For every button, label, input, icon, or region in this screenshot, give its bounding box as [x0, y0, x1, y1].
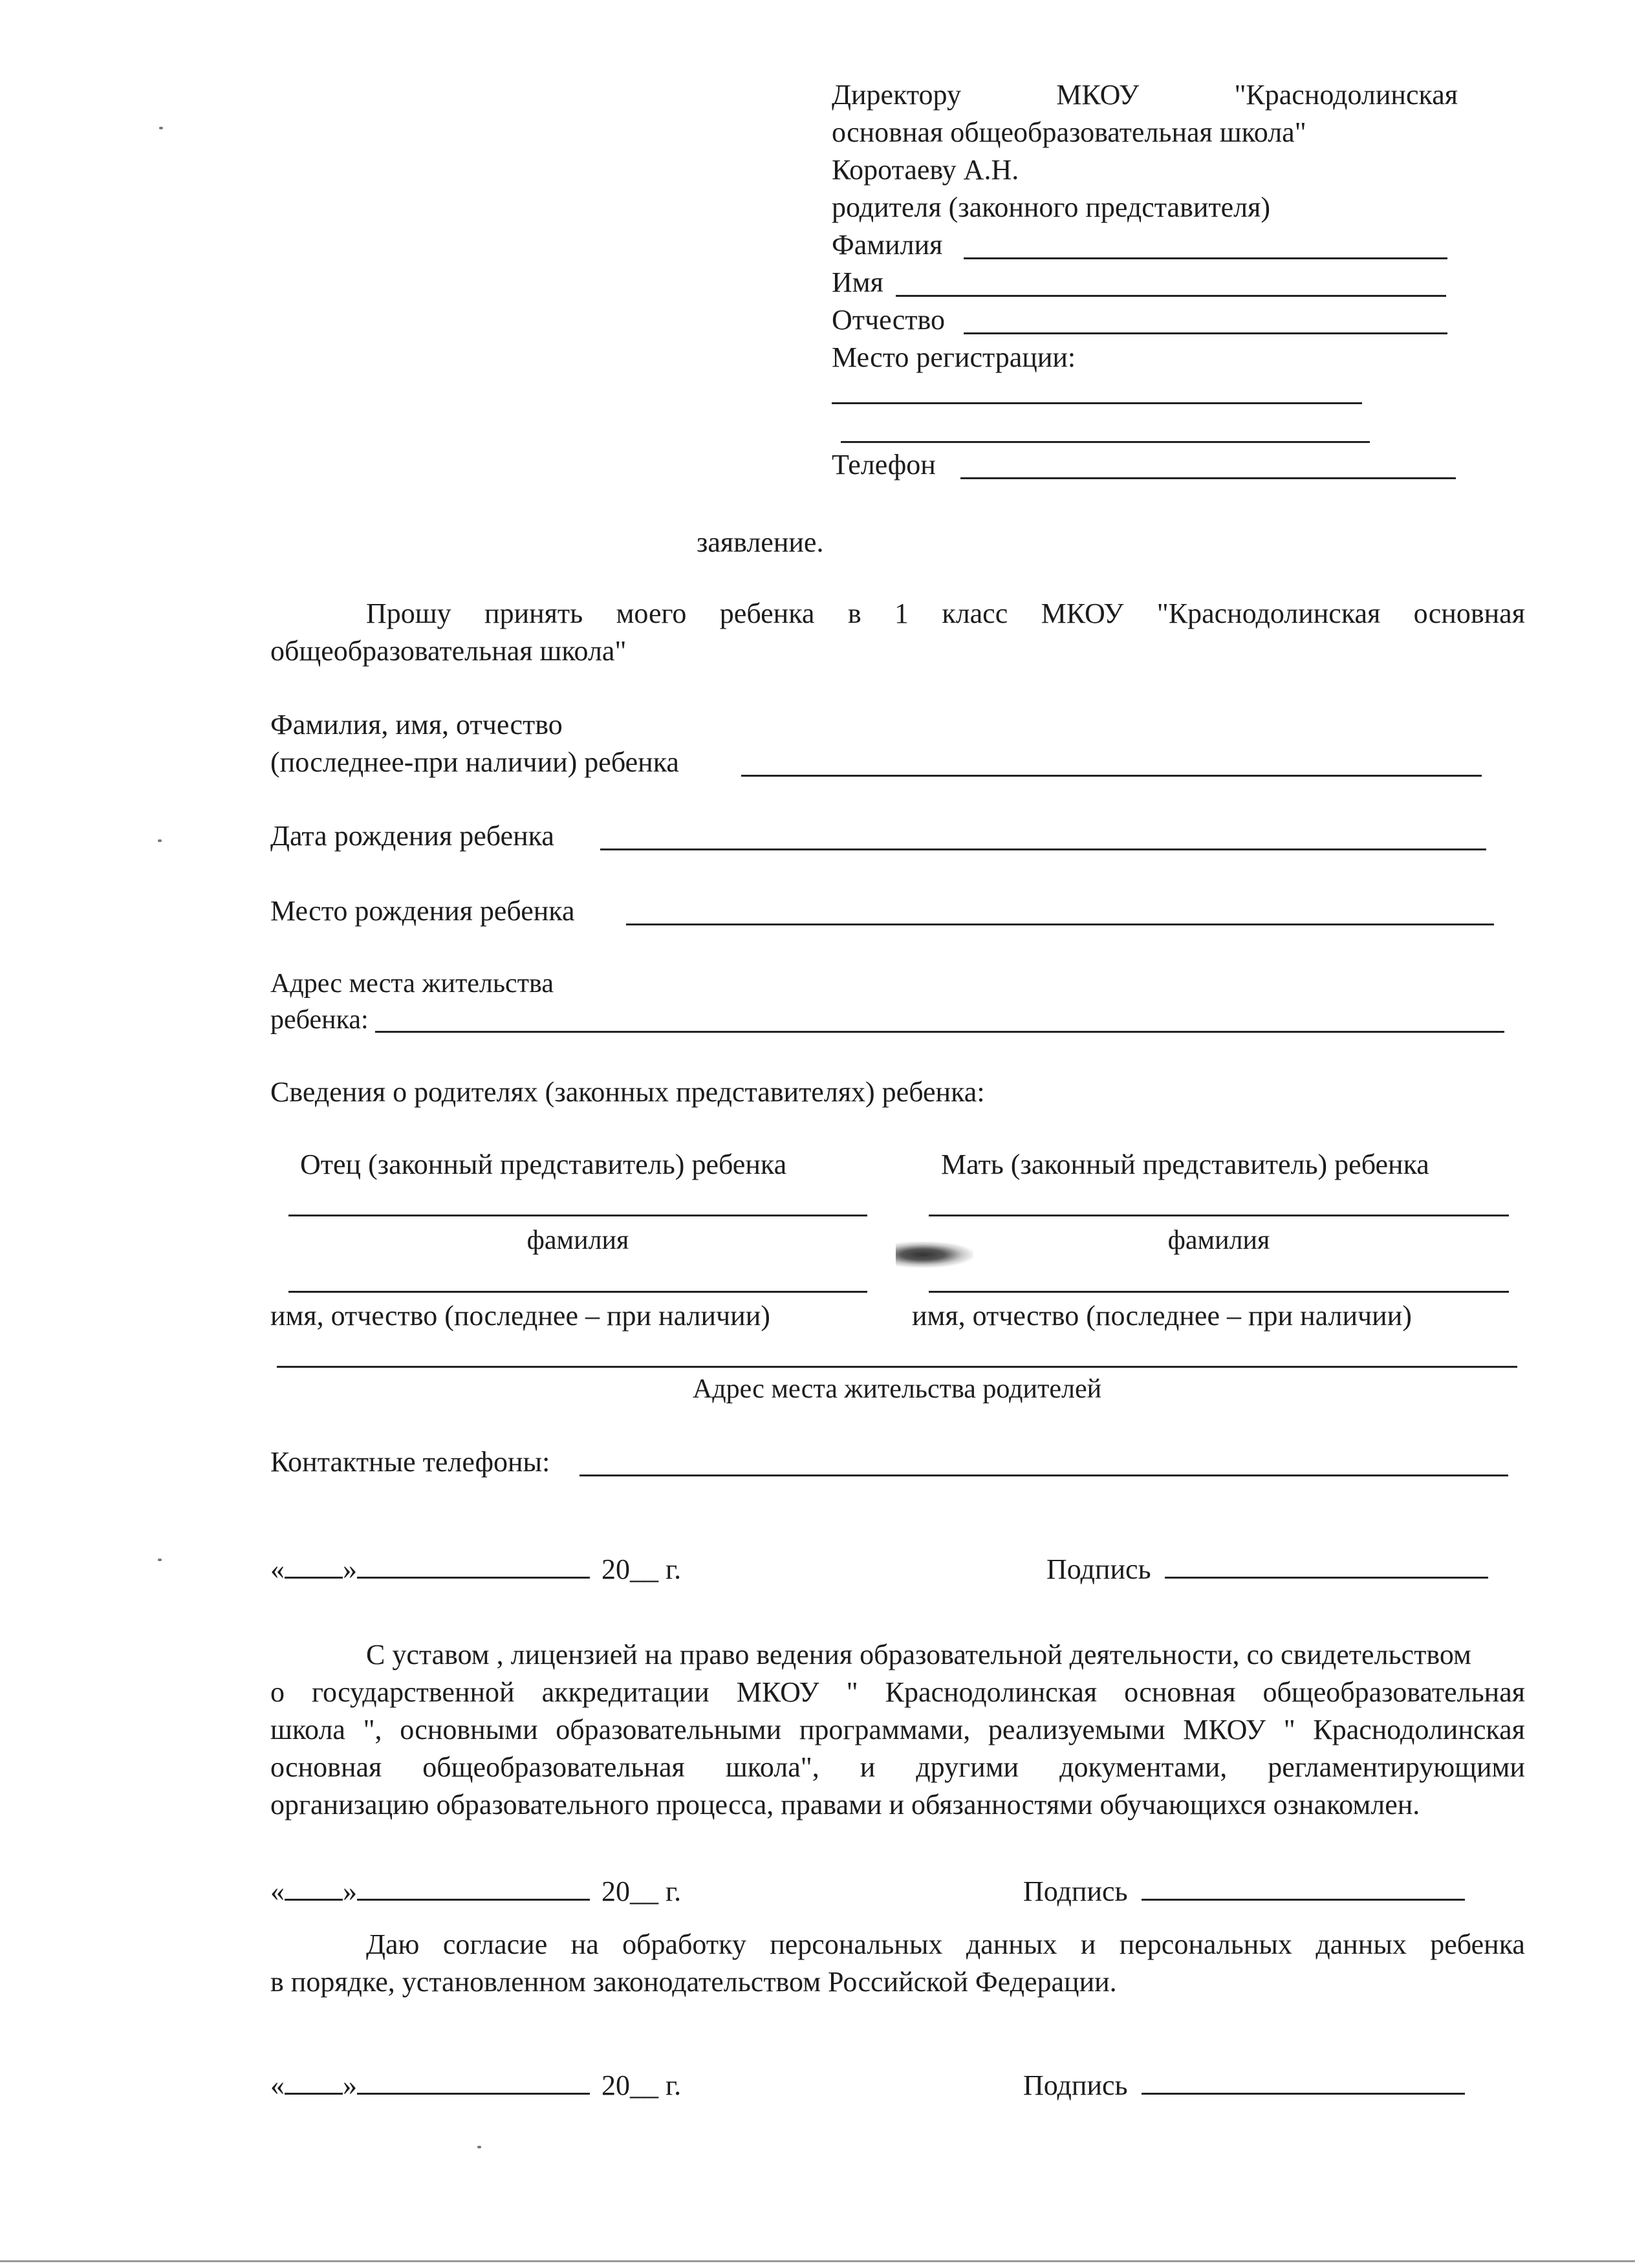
father-surname-field[interactable] — [288, 1215, 867, 1216]
scan-speck — [159, 127, 163, 129]
charter-line-4: основная общеобразовательная школа", и другими документами, регламентирующими — [270, 1751, 1525, 1783]
month-field-3[interactable] — [357, 2067, 590, 2095]
addressee-name: Коротаеву А.Н. — [832, 154, 1019, 186]
addressee-director: Директору — [832, 79, 961, 111]
father-heading: Отец (законный представитель) ребенка — [300, 1149, 787, 1180]
mother-name-field[interactable] — [929, 1291, 1509, 1293]
mother-surname-caption: фамилия — [1167, 1226, 1270, 1255]
mother-surname-field[interactable] — [929, 1215, 1509, 1216]
document-title: заявление. — [697, 526, 824, 558]
registration-field-2[interactable] — [841, 441, 1370, 443]
mother-heading: Мать (законный представитель) ребенка — [941, 1149, 1429, 1180]
child-fio-label-2: (последнее-при наличии) ребенка — [270, 746, 679, 778]
parents-heading: Сведения о родителях (законных представителях) ребенка: — [270, 1076, 985, 1108]
child-birth-date-field[interactable] — [600, 848, 1486, 850]
father-surname-caption: фамилия — [526, 1226, 629, 1255]
registration-field-1[interactable] — [832, 402, 1362, 404]
charter-line-2: о государственной аккредитации МКОУ " Краснодолинская основная общеобразовательная — [270, 1676, 1525, 1708]
father-name-caption: имя, отчество (последнее – при наличии) — [270, 1300, 770, 1332]
child-birth-place-field[interactable] — [626, 923, 1494, 925]
scan-smudge — [896, 1242, 973, 1268]
date-row-1: « » 20__ г. — [270, 1551, 681, 1588]
contacts-field[interactable] — [579, 1474, 1508, 1476]
child-address-field[interactable] — [375, 1031, 1504, 1033]
child-fio-field[interactable] — [741, 775, 1482, 777]
signature-row-1: Подпись — [1046, 1551, 1488, 1588]
parents-address-field[interactable] — [277, 1366, 1517, 1368]
contacts-label: Контактные телефоны: — [270, 1446, 550, 1478]
signature-field-3[interactable] — [1142, 2067, 1465, 2095]
parents-address-caption: Адрес места жительства родителей — [692, 1374, 1102, 1404]
date-row-3: « » 20__ г. — [270, 2067, 681, 2104]
consent-line-2: в порядке, установленном законодательством Российской Федерации. — [270, 1966, 1117, 1998]
charter-line-1: С уставом , лицензией на право ведения образовательной деятельности, со свидетельством — [366, 1639, 1471, 1670]
scan-edge — [0, 2260, 1635, 2262]
signature-row-2: Подпись — [1023, 1873, 1465, 1910]
addressee-line-2: основная общеобразовательная школа" — [832, 116, 1306, 148]
month-field-2[interactable] — [357, 1873, 590, 1901]
day-field-2[interactable] — [285, 1873, 343, 1901]
scan-speck — [158, 1559, 162, 1561]
applicant-phone-label: Телефон — [832, 449, 936, 481]
applicant-phone-field[interactable] — [960, 477, 1456, 479]
applicant-surname-field[interactable] — [964, 257, 1447, 259]
signature-row-3: Подпись — [1023, 2067, 1465, 2104]
child-address-label-2: ребенка: — [270, 1005, 369, 1035]
child-address-label-1: Адрес места жительства — [270, 969, 554, 999]
registration-label: Место регистрации: — [832, 341, 1076, 373]
signature-field-1[interactable] — [1165, 1551, 1488, 1579]
applicant-name-label: Имя — [832, 266, 883, 298]
charter-line-5: организацию образовательного процесса, правами и обязанностями обучающихся ознакомлен. — [270, 1789, 1420, 1820]
month-field-1[interactable] — [357, 1551, 590, 1579]
applicant-patronymic-field[interactable] — [964, 332, 1447, 334]
date-row-2: « » 20__ г. — [270, 1873, 681, 1910]
signature-field-2[interactable] — [1142, 1873, 1465, 1901]
child-birth-place-label: Место рождения ребенка — [270, 895, 575, 927]
child-birth-date-label: Дата рождения ребенка — [270, 820, 554, 852]
applicant-name-field[interactable] — [896, 295, 1446, 297]
addressee-school-name: "Краснодолинская — [1234, 79, 1458, 111]
charter-line-3: школа ", основными образовательными программами, реализуемыми МКОУ " Краснодолинская — [270, 1714, 1525, 1745]
consent-line-1: Даю согласие на обработку персональных данных и персональных данных ребенка — [366, 1928, 1525, 1960]
request-line-2: общеобразовательная школа" — [270, 635, 627, 667]
father-name-field[interactable] — [288, 1291, 867, 1293]
day-field-1[interactable] — [285, 1551, 343, 1579]
scan-speck — [158, 839, 162, 842]
applicant-patronymic-label: Отчество — [832, 304, 945, 336]
child-fio-label-1: Фамилия, имя, отчество — [270, 709, 563, 740]
scan-speck — [477, 2146, 481, 2148]
day-field-3[interactable] — [285, 2067, 343, 2095]
request-line-1: Прошу принять моего ребенка в 1 класс МКОУ "Краснодолинская основная — [366, 598, 1525, 629]
applicant-role: родителя (законного представителя) — [832, 191, 1271, 223]
addressee-line-1 — [832, 76, 1458, 114]
mother-name-caption: имя, отчество (последнее – при наличии) — [912, 1300, 1412, 1332]
addressee-school-abbr: МКОУ — [1056, 79, 1140, 111]
applicant-surname-label: Фамилия — [832, 229, 943, 261]
